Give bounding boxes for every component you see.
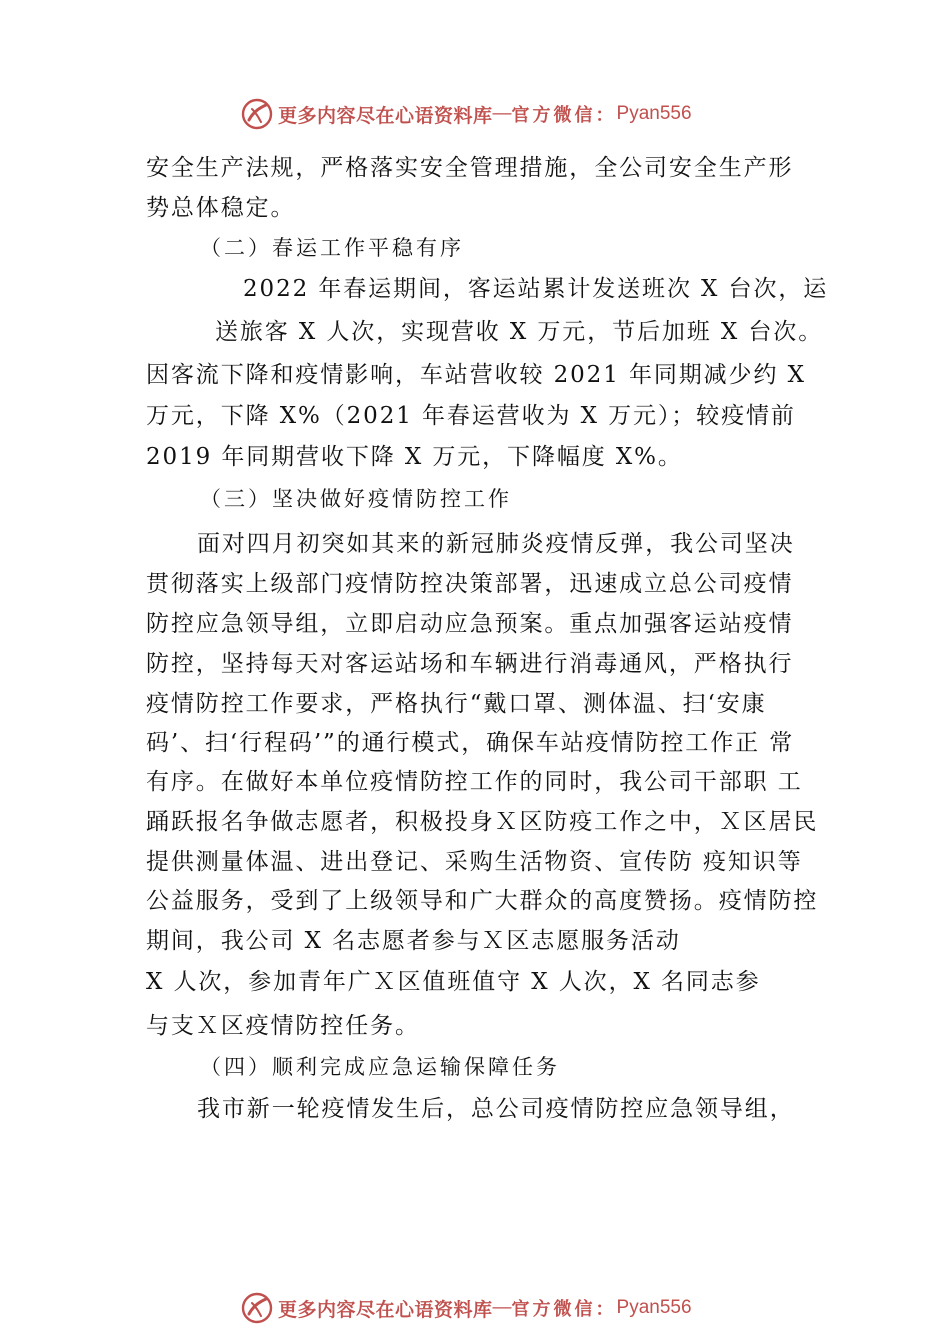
watermark-library-text: 更多内容尽在心语资料库 (278, 104, 493, 127)
body-line: 踊跃报名争做志愿者，积极投身Ｘ区防疫工作之中，Ｘ区居民 (146, 809, 819, 835)
body-line: 送旅客 X 人次，实现营收 X 万元，节后加班 X 台次。 (215, 319, 824, 345)
section-heading-4: （四）顺利完成应急运输保障任务 (200, 1055, 560, 1079)
watermark-banner-bottom (240, 1290, 692, 1326)
watermark-separator: — (492, 103, 512, 124)
section-heading-3: （三）坚决做好疫情防控工作 (200, 487, 512, 511)
body-line: 公益服务，受到了上级领导和广大群众的高度赞扬。疫情防控 (146, 888, 819, 914)
body-line: 2019 年同期营收下降 X 万元，下降幅度 X%。 (146, 444, 683, 470)
body-line: X 人次，参加青年广Ｘ区值班值守 X 人次，X 名同志参 (146, 969, 761, 995)
body-line: 万元，下降 X%（2021 年春运营收为 X 万元）；较疫情前 (146, 403, 796, 429)
watermark-wechat-label: 官方微信： (511, 105, 617, 126)
body-line: 码’、扫‘行程码’”的通行模式，确保车站疫情防控工作正 常 (146, 730, 795, 756)
watermark-wechat-id: Pyan556 (616, 1297, 692, 1318)
body-line: 2022 年春运期间，客运站累计发送班次 X 台次，运 (243, 276, 829, 302)
body-line: 与支Ｘ区疫情防控任务。 (146, 1013, 420, 1039)
body-line: 我市新一轮疫情发生后，总公司疫情防控应急领导组， (197, 1096, 795, 1122)
body-line: 面对四月初突如其来的新冠肺炎疫情反弹，我公司坚决 (197, 531, 795, 557)
section-heading-2: （二）春运工作平稳有序 (200, 236, 464, 260)
watermark-wechat-label: 官方微信： (511, 1299, 617, 1320)
body-line: 防控应急领导组，立即启动应急预案。重点加强客运站疫情 (146, 611, 794, 637)
body-line: 因客流下降和疫情影响，车站营收较 2021 年同期减少约 X (146, 362, 806, 388)
brush-logo-icon (240, 1291, 274, 1325)
watermark-library-text: 更多内容尽在心语资料库 (278, 1298, 493, 1321)
brush-logo-icon (240, 97, 274, 131)
body-line: 期间，我公司 X 名志愿者参与Ｘ区志愿服务活动 (146, 928, 681, 954)
body-line: 疫情防控工作要求，严格执行“戴口罩、测体温、扫‘安康 (146, 691, 767, 717)
body-line: 势总体稳定。 (146, 195, 296, 221)
watermark-separator: — (492, 1297, 512, 1318)
body-line: 有序。在做好本单位疫情防控工作的同时，我公司干部职 工 (146, 769, 803, 795)
body-line: 贯彻落实上级部门疫情防控决策部署，迅速成立总公司疫情 (146, 571, 794, 597)
watermark-wechat-id: Pyan556 (616, 103, 692, 124)
body-line: 安全生产法规，严格落实安全管理措施，全公司安全生产形 (146, 155, 794, 181)
watermark-banner-top (240, 96, 692, 132)
body-line: 提供测量体温、进出登记、采购生活物资、宣传防 疫知识等 (146, 849, 803, 875)
body-line: 防控，坚持每天对客运站场和车辆进行消毒通风，严格执行 (146, 651, 794, 677)
